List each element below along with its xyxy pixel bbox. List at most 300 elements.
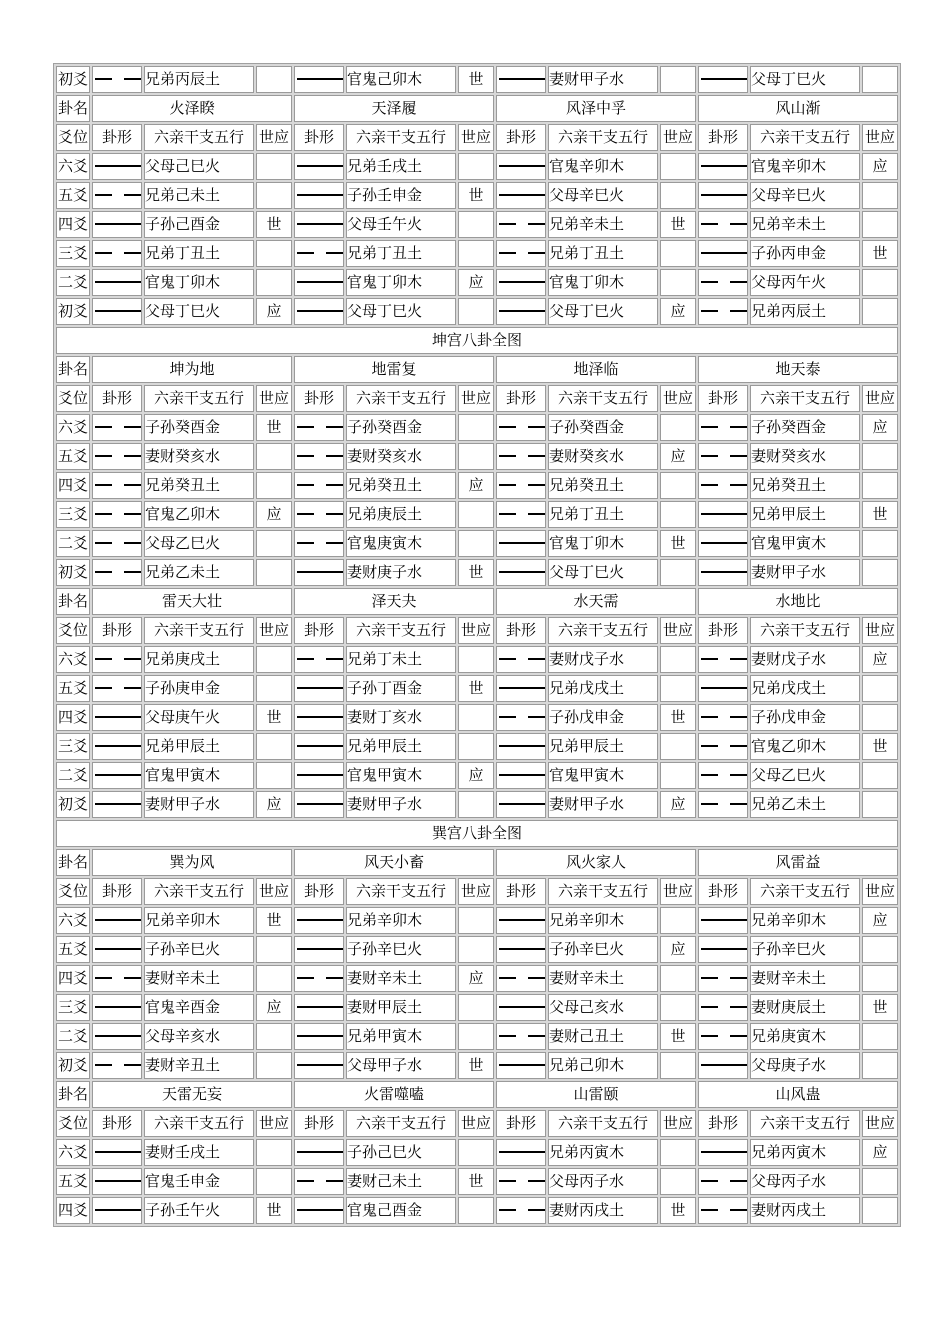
- shiying-mark: [256, 472, 292, 499]
- liuqin-text: 父母丁巳火: [346, 298, 456, 325]
- liuqin-text: 兄弟甲辰土: [750, 501, 860, 528]
- yin-line: [699, 444, 747, 469]
- yang-line: [295, 763, 343, 788]
- yao-line-cell: [496, 762, 546, 789]
- yang-line: [295, 676, 343, 701]
- yao-line-cell: [92, 66, 142, 93]
- shiying-mark: 应: [862, 646, 898, 673]
- liuqin-text: 子孙庚申金: [144, 675, 254, 702]
- liuqin-text: 子孙己酉金: [144, 211, 254, 238]
- liuqin-text: 父母庚午火: [144, 704, 254, 731]
- shiying-mark: [660, 675, 696, 702]
- yao-line-cell: [294, 240, 344, 267]
- yao-line-cell: [496, 704, 546, 731]
- shiying-mark: 世: [862, 994, 898, 1021]
- liuqin-text: 子孙辛巳火: [548, 936, 658, 963]
- yao-line-cell: [92, 733, 142, 760]
- yao-line-cell: [92, 704, 142, 731]
- yang-line: [93, 937, 141, 962]
- shiying-mark: [660, 1168, 696, 1195]
- yao-row: [56, 414, 898, 441]
- shiying-mark: [862, 936, 898, 963]
- liuqin-text: 妻财己丑土: [548, 1023, 658, 1050]
- shiying-mark: 应: [256, 994, 292, 1021]
- yin-line: [497, 705, 545, 730]
- yao-line-cell: [294, 153, 344, 180]
- shape-header: 卦形: [496, 617, 546, 644]
- yang-line: [93, 299, 141, 324]
- yang-line: [295, 937, 343, 962]
- shiying-mark: [458, 501, 494, 528]
- yao-line-cell: [698, 907, 748, 934]
- shiying-mark: [458, 211, 494, 238]
- section-title: 坤宫八卦全图: [56, 327, 898, 354]
- hexagram-name-row: [56, 1081, 898, 1108]
- yang-line: [93, 154, 141, 179]
- yin-line: [497, 415, 545, 440]
- shiying-mark: [458, 936, 494, 963]
- pos-header: 爻位: [56, 878, 90, 905]
- shiying-mark: [256, 240, 292, 267]
- shiying-mark: 世: [256, 414, 292, 441]
- yao-row: [56, 646, 898, 673]
- shiying-mark: [660, 762, 696, 789]
- hexagram-name: 风山渐: [698, 95, 898, 122]
- shiying-mark: 世: [458, 559, 494, 586]
- shiying-mark: 应: [660, 443, 696, 470]
- yao-line-cell: [92, 414, 142, 441]
- yang-line: [295, 1198, 343, 1223]
- yang-line: [699, 502, 747, 527]
- yao-line-cell: [294, 733, 344, 760]
- yang-line: [699, 183, 747, 208]
- shape-header: 卦形: [92, 124, 142, 151]
- shiying-header: 世应: [256, 385, 292, 412]
- liuqin-text: 兄弟辛卯木: [144, 907, 254, 934]
- yin-line: [295, 531, 343, 556]
- yao-line-cell: [496, 414, 546, 441]
- liuqin-text: 官鬼辛卯木: [548, 153, 658, 180]
- hexagram-name: 风泽中孚: [496, 95, 696, 122]
- shiying-mark: [458, 994, 494, 1021]
- yao-row: [56, 965, 898, 992]
- hexagram-name: 山雷颐: [496, 1081, 696, 1108]
- liuqin-text: 兄弟庚寅木: [750, 1023, 860, 1050]
- yin-line: [93, 415, 141, 440]
- yang-line: [497, 531, 545, 556]
- yang-line: [497, 560, 545, 585]
- shiying-mark: [862, 704, 898, 731]
- shape-header: 卦形: [496, 124, 546, 151]
- shape-header: 卦形: [698, 878, 748, 905]
- yang-line: [497, 299, 545, 324]
- liuqin-text: 官鬼丁卯木: [346, 269, 456, 296]
- yao-line-cell: [294, 269, 344, 296]
- liuqin-text: 父母壬午火: [346, 211, 456, 238]
- liuqin-header: 六亲干支五行: [750, 878, 860, 905]
- yang-line: [93, 1198, 141, 1223]
- liuqin-text: 妻财壬戌土: [144, 1139, 254, 1166]
- shiying-header: 世应: [660, 1110, 696, 1137]
- liuqin-header: 六亲干支五行: [346, 1110, 456, 1137]
- shape-header: 卦形: [294, 878, 344, 905]
- yao-row: [56, 182, 898, 209]
- liuqin-text: 兄弟丙寅木: [750, 1139, 860, 1166]
- yao-line-cell: [496, 1139, 546, 1166]
- yin-line: [497, 473, 545, 498]
- yin-line: [699, 705, 747, 730]
- liuqin-text: 官鬼庚寅木: [346, 530, 456, 557]
- yang-line: [699, 241, 747, 266]
- liuqin-text: 官鬼甲寅木: [346, 762, 456, 789]
- yao-position: 三爻: [56, 733, 90, 760]
- liuqin-text: 父母辛巳火: [750, 182, 860, 209]
- shiying-mark: [660, 269, 696, 296]
- shiying-mark: [660, 501, 696, 528]
- yao-line-cell: [92, 240, 142, 267]
- yang-line: [497, 1053, 545, 1078]
- yao-line-cell: [698, 675, 748, 702]
- yang-line: [295, 67, 343, 92]
- liuqin-text: 妻财癸亥水: [346, 443, 456, 470]
- shiying-mark: [256, 675, 292, 702]
- shiying-mark: [458, 1023, 494, 1050]
- shiying-mark: 应: [862, 1139, 898, 1166]
- yang-line: [295, 212, 343, 237]
- yang-line: [699, 67, 747, 92]
- yin-line: [497, 444, 545, 469]
- shape-header: 卦形: [294, 1110, 344, 1137]
- hexagram-name-row: [56, 849, 898, 876]
- hexagram-table: [53, 63, 901, 1227]
- yao-line-cell: [294, 936, 344, 963]
- yao-line-cell: [294, 1197, 344, 1224]
- liuqin-header: 六亲干支五行: [346, 124, 456, 151]
- liuqin-text: 兄弟丙辰土: [144, 66, 254, 93]
- liuqin-text: 官鬼壬申金: [144, 1168, 254, 1195]
- yao-line-cell: [92, 1139, 142, 1166]
- liuqin-text: 兄弟甲辰土: [346, 733, 456, 760]
- yin-line: [497, 241, 545, 266]
- yao-row: [56, 559, 898, 586]
- yao-line-cell: [496, 965, 546, 992]
- shiying-mark: [256, 1023, 292, 1050]
- yin-line: [699, 792, 747, 817]
- shiying-mark: 世: [458, 182, 494, 209]
- liuqin-text: 兄弟辛未土: [548, 211, 658, 238]
- shiying-mark: 应: [660, 791, 696, 818]
- liuqin-text: 兄弟戊戌土: [548, 675, 658, 702]
- yang-line: [497, 67, 545, 92]
- shiying-header: 世应: [862, 1110, 898, 1137]
- liuqin-text: 子孙癸酉金: [346, 414, 456, 441]
- yin-line: [699, 1169, 747, 1194]
- shiying-mark: [862, 269, 898, 296]
- pos-header: 爻位: [56, 617, 90, 644]
- shiying-header: 世应: [862, 878, 898, 905]
- hexagram-name: 地天泰: [698, 356, 898, 383]
- hexagram-name: 山风蛊: [698, 1081, 898, 1108]
- liuqin-text: 兄弟甲辰土: [144, 733, 254, 760]
- shiying-mark: 世: [458, 1168, 494, 1195]
- hexagram-name: 火泽睽: [92, 95, 292, 122]
- yao-line-cell: [496, 269, 546, 296]
- shiying-mark: 世: [660, 211, 696, 238]
- shiying-header: 世应: [458, 385, 494, 412]
- liuqin-text: 父母丁巳火: [144, 298, 254, 325]
- shiying-mark: 应: [458, 472, 494, 499]
- shiying-mark: 应: [256, 298, 292, 325]
- yang-line: [295, 908, 343, 933]
- yang-line: [497, 908, 545, 933]
- liuqin-text: 子孙壬午火: [144, 1197, 254, 1224]
- yang-line: [699, 676, 747, 701]
- liuqin-text: 妻财戊子水: [750, 646, 860, 673]
- yang-line: [699, 560, 747, 585]
- shiying-header: 世应: [256, 878, 292, 905]
- liuqin-text: 父母丙子水: [750, 1168, 860, 1195]
- liuqin-text: 妻财甲辰土: [346, 994, 456, 1021]
- shiying-mark: [660, 907, 696, 934]
- yao-position: 初爻: [56, 298, 90, 325]
- yao-line-cell: [496, 443, 546, 470]
- shape-header: 卦形: [92, 878, 142, 905]
- yao-position: 五爻: [56, 182, 90, 209]
- yao-line-cell: [698, 1197, 748, 1224]
- yang-line: [497, 270, 545, 295]
- yao-line-cell: [496, 211, 546, 238]
- liuqin-text: 子孙丙申金: [750, 240, 860, 267]
- shiying-mark: 世: [660, 530, 696, 557]
- shiying-mark: 应: [660, 936, 696, 963]
- pos-header: 爻位: [56, 124, 90, 151]
- shiying-mark: 应: [660, 298, 696, 325]
- yin-line: [699, 647, 747, 672]
- yao-line-cell: [294, 211, 344, 238]
- liuqin-text: 兄弟庚戌土: [144, 646, 254, 673]
- shiying-mark: 世: [458, 1052, 494, 1079]
- shiying-mark: 世: [660, 704, 696, 731]
- liuqin-text: 兄弟己卯木: [548, 1052, 658, 1079]
- yao-line-cell: [698, 298, 748, 325]
- shiying-mark: [660, 994, 696, 1021]
- yao-line-cell: [698, 443, 748, 470]
- name-header: 卦名: [56, 356, 90, 383]
- yin-line: [497, 966, 545, 991]
- liuqin-text: 官鬼丁卯木: [144, 269, 254, 296]
- shiying-mark: 世: [256, 211, 292, 238]
- yao-line-cell: [496, 994, 546, 1021]
- yao-row: [56, 994, 898, 1021]
- yao-line-cell: [496, 182, 546, 209]
- liuqin-text: 兄弟丁丑土: [548, 240, 658, 267]
- shape-header: 卦形: [698, 385, 748, 412]
- yao-position: 初爻: [56, 559, 90, 586]
- yao-line-cell: [92, 1168, 142, 1195]
- liuqin-text: 父母甲子水: [346, 1052, 456, 1079]
- shiying-mark: 应: [458, 762, 494, 789]
- liuqin-text: 妻财辛未土: [548, 965, 658, 992]
- yao-line-cell: [92, 1052, 142, 1079]
- yang-line: [497, 1140, 545, 1165]
- yao-line-cell: [92, 153, 142, 180]
- shiying-mark: 应: [458, 965, 494, 992]
- shiying-header: 世应: [458, 1110, 494, 1137]
- shiying-mark: [862, 1052, 898, 1079]
- hexagram-name-row: [56, 588, 898, 615]
- liuqin-header: 六亲干支五行: [548, 878, 658, 905]
- yao-position: 初爻: [56, 66, 90, 93]
- liuqin-header: 六亲干支五行: [144, 878, 254, 905]
- yin-line: [497, 647, 545, 672]
- shiying-mark: 世: [458, 675, 494, 702]
- yao-line-cell: [698, 66, 748, 93]
- liuqin-text: 兄弟乙未土: [144, 559, 254, 586]
- shiying-mark: [256, 936, 292, 963]
- yang-line: [699, 1140, 747, 1165]
- liuqin-text: 兄弟丁未土: [346, 646, 456, 673]
- yang-line: [93, 908, 141, 933]
- yin-line: [699, 473, 747, 498]
- shiying-mark: [660, 1052, 696, 1079]
- hexagram-sheet: [53, 63, 901, 1227]
- yin-line: [497, 502, 545, 527]
- shiying-header: 世应: [458, 124, 494, 151]
- liuqin-text: 妻财癸亥水: [548, 443, 658, 470]
- name-header: 卦名: [56, 95, 90, 122]
- hexagram-name-row: [56, 356, 898, 383]
- yao-line-cell: [294, 994, 344, 1021]
- liuqin-text: 妻财癸亥水: [750, 443, 860, 470]
- liuqin-text: 父母己巳火: [144, 153, 254, 180]
- yao-line-cell: [92, 443, 142, 470]
- shiying-mark: [458, 443, 494, 470]
- shiying-mark: [660, 414, 696, 441]
- shiying-mark: 应: [458, 269, 494, 296]
- liuqin-text: 兄弟壬戌土: [346, 153, 456, 180]
- yao-line-cell: [92, 646, 142, 673]
- yao-line-cell: [698, 472, 748, 499]
- yao-line-cell: [496, 66, 546, 93]
- yin-line: [93, 444, 141, 469]
- shiying-mark: [256, 182, 292, 209]
- shiying-mark: [256, 1168, 292, 1195]
- liuqin-header: 六亲干支五行: [548, 124, 658, 151]
- yao-line-cell: [698, 965, 748, 992]
- yao-line-cell: [496, 646, 546, 673]
- shiying-mark: 世: [660, 1023, 696, 1050]
- yao-line-cell: [698, 1168, 748, 1195]
- shiying-mark: 应: [862, 153, 898, 180]
- section-title-row: [56, 820, 898, 847]
- yao-line-cell: [294, 472, 344, 499]
- shape-header: 卦形: [698, 1110, 748, 1137]
- hexagram-name: 天雷无妄: [92, 1081, 292, 1108]
- yao-position: 四爻: [56, 965, 90, 992]
- shiying-mark: 世: [862, 501, 898, 528]
- shiying-mark: [256, 965, 292, 992]
- shiying-mark: [458, 646, 494, 673]
- yang-line: [93, 705, 141, 730]
- yang-line: [295, 1053, 343, 1078]
- shiying-mark: [256, 733, 292, 760]
- hexagram-name: 风雷益: [698, 849, 898, 876]
- hexagram-name: 地雷复: [294, 356, 494, 383]
- yao-line-cell: [92, 1197, 142, 1224]
- yao-line-cell: [92, 762, 142, 789]
- liuqin-text: 官鬼甲寅木: [548, 762, 658, 789]
- liuqin-text: 妻财癸亥水: [144, 443, 254, 470]
- shiying-header: 世应: [256, 617, 292, 644]
- yin-line: [699, 1198, 747, 1223]
- liuqin-text: 子孙戊申金: [750, 704, 860, 731]
- name-header: 卦名: [56, 588, 90, 615]
- shiying-mark: [256, 1139, 292, 1166]
- shape-header: 卦形: [92, 385, 142, 412]
- shiying-mark: [862, 675, 898, 702]
- yao-line-cell: [294, 762, 344, 789]
- yin-line: [295, 415, 343, 440]
- yang-line: [295, 1024, 343, 1049]
- yin-line: [295, 444, 343, 469]
- shape-header: 卦形: [294, 617, 344, 644]
- yao-line-cell: [294, 907, 344, 934]
- shiying-mark: [256, 646, 292, 673]
- yao-line-cell: [92, 211, 142, 238]
- yao-line-cell: [294, 675, 344, 702]
- liuqin-text: 兄弟丁丑土: [548, 501, 658, 528]
- shiying-header: 世应: [660, 617, 696, 644]
- liuqin-text: 父母辛巳火: [548, 182, 658, 209]
- shiying-mark: [256, 1052, 292, 1079]
- yao-row: [56, 530, 898, 557]
- liuqin-text: 父母丙子水: [548, 1168, 658, 1195]
- yao-line-cell: [92, 965, 142, 992]
- yin-line: [295, 1169, 343, 1194]
- yao-position: 五爻: [56, 675, 90, 702]
- hexagram-name: 风火家人: [496, 849, 696, 876]
- liuqin-text: 妻财甲子水: [750, 559, 860, 586]
- yao-line-cell: [496, 559, 546, 586]
- yang-line: [93, 995, 141, 1020]
- yao-row: [56, 472, 898, 499]
- yao-line-cell: [698, 1052, 748, 1079]
- shiying-mark: [660, 559, 696, 586]
- hexagram-name: 水天需: [496, 588, 696, 615]
- hexagram-name-row: [56, 95, 898, 122]
- shape-header: 卦形: [92, 617, 142, 644]
- shiying-mark: [256, 443, 292, 470]
- section-title: 巽宫八卦全图: [56, 820, 898, 847]
- shiying-mark: [862, 472, 898, 499]
- yin-line: [497, 1198, 545, 1223]
- shiying-mark: 应: [862, 414, 898, 441]
- liuqin-text: 兄弟乙未土: [750, 791, 860, 818]
- yao-line-cell: [698, 1023, 748, 1050]
- liuqin-header: 六亲干支五行: [346, 878, 456, 905]
- yang-line: [699, 908, 747, 933]
- yang-line: [497, 937, 545, 962]
- shiying-mark: [458, 298, 494, 325]
- yao-row: [56, 762, 898, 789]
- yin-line: [93, 67, 141, 92]
- yao-line-cell: [496, 1197, 546, 1224]
- yao-position: 六爻: [56, 153, 90, 180]
- liuqin-text: 官鬼辛卯木: [750, 153, 860, 180]
- shiying-mark: [660, 66, 696, 93]
- liuqin-text: 官鬼辛酉金: [144, 994, 254, 1021]
- yang-line: [699, 154, 747, 179]
